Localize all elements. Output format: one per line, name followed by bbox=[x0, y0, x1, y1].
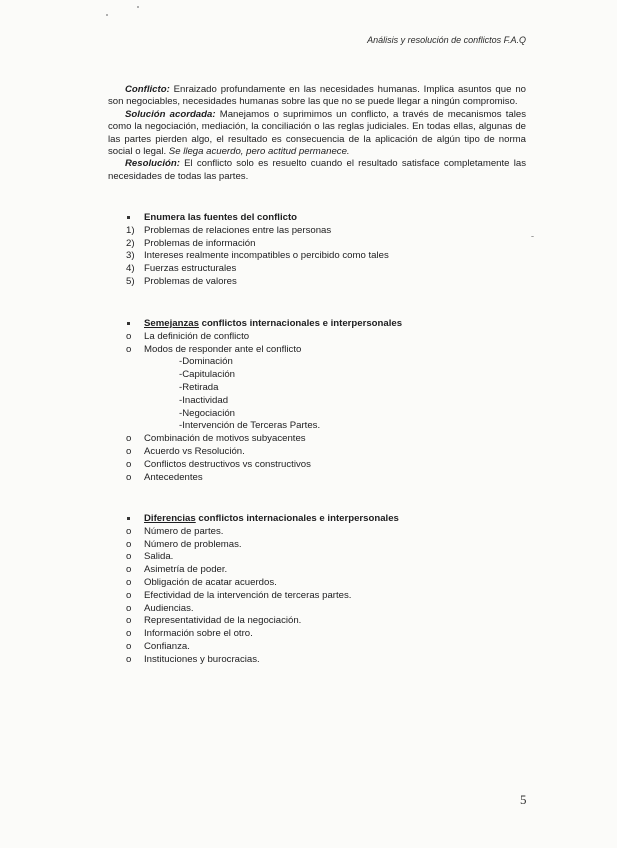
list-item-text: Instituciones y burocracias. bbox=[144, 653, 260, 665]
square-bullet-icon bbox=[127, 322, 130, 325]
definition-text: Manejamos o suprimimos un conflicto, a través de mecanismos tales como la negociación, mediación, la conciliación o las reglas judiciales. En todas ellas, algunas de las partes pierden algo, el resultado es consecuencia de la aplicación de algún tipo de norma social o legal. bbox=[108, 108, 526, 158]
list-item-text: Salida. bbox=[144, 551, 174, 563]
list-number: 1) bbox=[126, 224, 135, 236]
sub-item-text: -Intervención de Terceras Partes. bbox=[179, 420, 321, 432]
section-title-text: Enumera las fuentes del conflicto bbox=[144, 212, 298, 223]
list-item-text: Modos de responder ante el conflicto bbox=[144, 343, 302, 355]
list-item-text: Acuerdo vs Resolución. bbox=[144, 445, 245, 457]
sub-item-text: -Inactividad bbox=[179, 394, 229, 406]
term-solucion-acordada: Solución acordada: bbox=[125, 108, 216, 120]
circle-bullet-icon: o bbox=[126, 551, 132, 563]
section-title-rest: conflictos internacionales e interpersonales bbox=[195, 513, 399, 524]
section-title-text bbox=[144, 513, 399, 526]
definition-paragraph bbox=[108, 109, 526, 159]
circle-bullet-icon: o bbox=[126, 615, 132, 627]
definition-paragraph bbox=[108, 158, 526, 183]
circle-bullet-icon: o bbox=[126, 330, 132, 342]
list-item-text: Intereses realmente incompatibles o percibido como tales bbox=[144, 250, 389, 262]
circle-bullet-icon: o bbox=[126, 576, 132, 588]
circle-bullet-icon: o bbox=[126, 433, 132, 445]
list-number: 2) bbox=[126, 237, 135, 249]
term-resolucion: Resolución: bbox=[125, 158, 180, 170]
circle-bullet-icon: o bbox=[126, 602, 132, 614]
circle-bullet-icon: o bbox=[126, 471, 132, 483]
list-item-text: Asimetría de poder. bbox=[144, 564, 228, 576]
list-item-text: Número de problemas. bbox=[144, 538, 242, 550]
list-item-text: Problemas de información bbox=[144, 237, 256, 249]
list-item-text: La definición de conflicto bbox=[144, 330, 250, 342]
list-item-text: Problemas de relaciones entre las personas bbox=[144, 224, 332, 236]
list-number: 5) bbox=[126, 275, 135, 287]
circle-bullet-icon: o bbox=[126, 445, 132, 457]
scan-speck bbox=[137, 6, 139, 8]
running-header: Análisis y resolución de conflictos F.A.Q bbox=[367, 35, 526, 45]
sub-item-text: -Retirada bbox=[179, 381, 219, 393]
list-item-text: Confianza. bbox=[144, 640, 190, 652]
definition-paragraph bbox=[108, 84, 526, 109]
list-item-text: Número de partes. bbox=[144, 525, 224, 537]
list-item-text: Combinación de motivos subyacentes bbox=[144, 433, 306, 445]
list-item-text: Efectividad de la intervención de terceras partes. bbox=[144, 589, 352, 601]
list-item-text: Obligación de acatar acuerdos. bbox=[144, 576, 277, 588]
circle-bullet-icon: o bbox=[126, 564, 132, 576]
sub-item-text: -Negociación bbox=[179, 407, 235, 419]
circle-bullet-icon: o bbox=[126, 343, 132, 355]
section-title-text bbox=[144, 318, 402, 331]
square-bullet-icon bbox=[127, 216, 130, 219]
definition-italic-tail: Se llega acuerdo, pero actitud permanece. bbox=[168, 146, 350, 158]
list-item-text: Problemas de valores bbox=[144, 275, 237, 287]
list-item-text: Antecedentes bbox=[144, 471, 203, 483]
section-title-rest: conflictos internacionales e interpersonales bbox=[198, 318, 403, 329]
circle-bullet-icon: o bbox=[126, 458, 132, 470]
list-number: 4) bbox=[126, 263, 135, 275]
circle-bullet-icon: o bbox=[126, 589, 132, 601]
term-conflicto: Conflicto: bbox=[125, 84, 170, 95]
definitions-block bbox=[108, 84, 526, 183]
circle-bullet-icon: o bbox=[126, 640, 132, 652]
sub-item-text: -Dominación bbox=[179, 356, 233, 368]
definition-text: Enraizado profundamente en las necesidades humanas. Implica asuntos que no son negociables, necesidades humanas sobre las que no se puede llegar a ningún compromiso. bbox=[108, 84, 526, 108]
list-number: 3) bbox=[126, 250, 135, 262]
list-item-text: Fuerzas estructurales bbox=[144, 263, 237, 275]
sub-item-text: -Capitulación bbox=[179, 369, 235, 381]
section-title-underlined: Diferencias bbox=[144, 513, 196, 524]
scan-speck bbox=[531, 236, 534, 237]
section-title-underlined: Semejanzas bbox=[144, 318, 199, 329]
definition-text: El conflicto solo es resuelto cuando el resultado satisface completamente las necesidades de todas las partes. bbox=[108, 158, 526, 182]
list-item-text: Audiencias. bbox=[144, 602, 194, 614]
page-number: 5 bbox=[520, 792, 527, 807]
list-item-text: Conflictos destructivos vs constructivos bbox=[144, 458, 311, 470]
square-bullet-icon bbox=[127, 517, 130, 520]
list-item-text: Información sobre el otro. bbox=[144, 628, 253, 640]
circle-bullet-icon: o bbox=[126, 653, 132, 665]
scan-speck bbox=[106, 14, 108, 16]
circle-bullet-icon: o bbox=[126, 538, 132, 550]
circle-bullet-icon: o bbox=[126, 525, 132, 537]
list-item-text: Representatividad de la negociación. bbox=[144, 615, 302, 627]
circle-bullet-icon: o bbox=[126, 628, 132, 640]
